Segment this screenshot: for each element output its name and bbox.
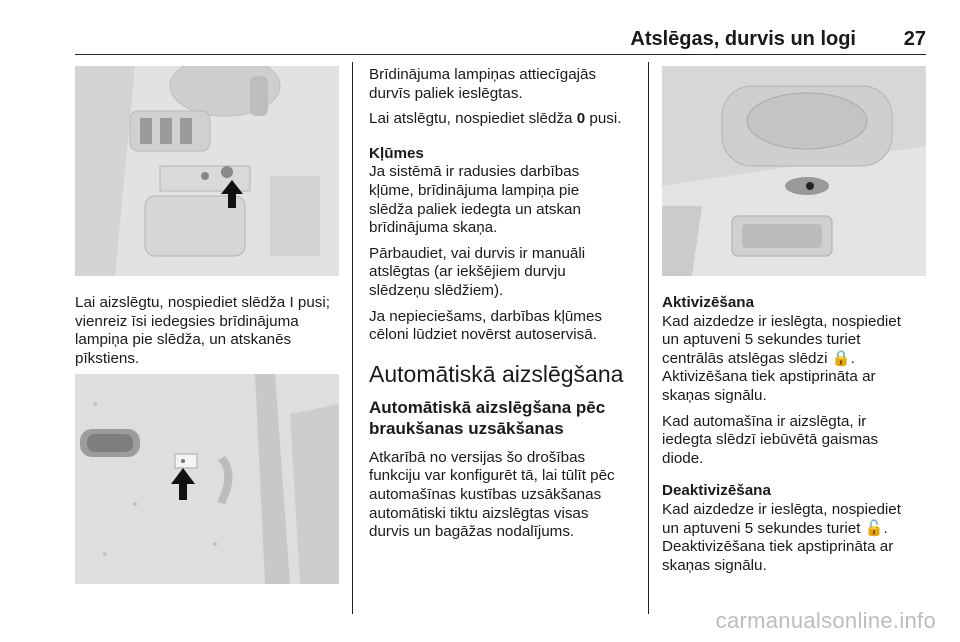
section-title: Atslēgas, durvis un logi	[630, 28, 856, 50]
paragraph-check-doors: Pārbaudiet, vai durvis ir manuāli atslēgtas (ar iekšējiem durvju slēdzeņu slēdžiem).	[369, 244, 586, 299]
paragraph-deactivation: Kad aizdedze ir ieslēgta, nospiediet un aptuveni 5 sekundes turiet 🔓. Deaktivizēšana tiek apstiprināta ar skaņas signālu.	[662, 500, 901, 574]
column-divider-1	[352, 62, 353, 614]
heading-automatic-locking: Automātiskā aizslēgšana	[369, 360, 624, 387]
right-column-text	[662, 294, 930, 582]
paragraph-warning-lamps: Brīdinājuma lampiņas attiecīgajās durvīs paliek ieslēgtas.	[369, 66, 597, 102]
paragraph-led: Kad automašīna ir aizslēgta, ir iedegta slēdzī iebūvētā gaismas diode.	[662, 412, 879, 467]
subheading-faults: Kļūmes	[369, 144, 424, 162]
paragraph-faults: Ja sistēmā ir radusies darbības kļūme, brīdinājuma lampiņa pie slēdža paliek iedegta un atskan brīdinājuma skaņa.	[369, 163, 581, 237]
paragraph-unlock: Lai atslēgtu, nospiediet slēdža 0 pusi.	[369, 110, 622, 128]
dashboard-illustration	[75, 66, 339, 276]
paragraph-auto-lock: Atkarībā no versijas šo drošības funkciju var konfigurēt tā, lai tūlīt pēc automašīnas kustības uzsākšanas automātiski tiktu aizslēgtas visas durvis un bagāžas nodalījums.	[369, 448, 615, 541]
paragraph-activation: Kad aizdedze ir ieslēgta, nospiediet un aptuveni 5 sekundes turiet centrālās atslēgas slēdzi 🔒. Aktivizēšana tiek apstiprināta ar skaņas signālu.	[662, 312, 901, 404]
subheading-deactivation: Deaktivizēšana	[662, 482, 771, 500]
figure-door-panel	[75, 374, 339, 584]
console-illustration	[662, 66, 926, 276]
left-column-text	[75, 294, 345, 375]
door-illustration	[75, 374, 339, 584]
middle-column-text	[369, 66, 641, 549]
figure-ceiling-console	[662, 66, 926, 276]
page-number: 27	[903, 28, 926, 50]
figure-caption: Lai aizslēgtu, nospiediet slēdža I pusi; vienreiz īsi iedegsies brīdinājuma lampiņa pie slēdža, un atskanēs pīkstiens.	[75, 294, 330, 367]
page-header	[75, 24, 926, 55]
watermark: carmanualsonline.info	[715, 608, 936, 633]
subheading-activation: Aktivizēšana	[662, 294, 755, 311]
column-divider-2	[648, 62, 649, 614]
paragraph-service: Ja nepieciešams, darbības kļūmes cēloni lūdziet novērst autoservisā.	[369, 307, 602, 344]
figure-dashboard-switch	[75, 66, 339, 276]
heading-lock-after-start: Automātiskā aizslēgšana pēc braukšanas uzsākšanas	[369, 397, 606, 438]
